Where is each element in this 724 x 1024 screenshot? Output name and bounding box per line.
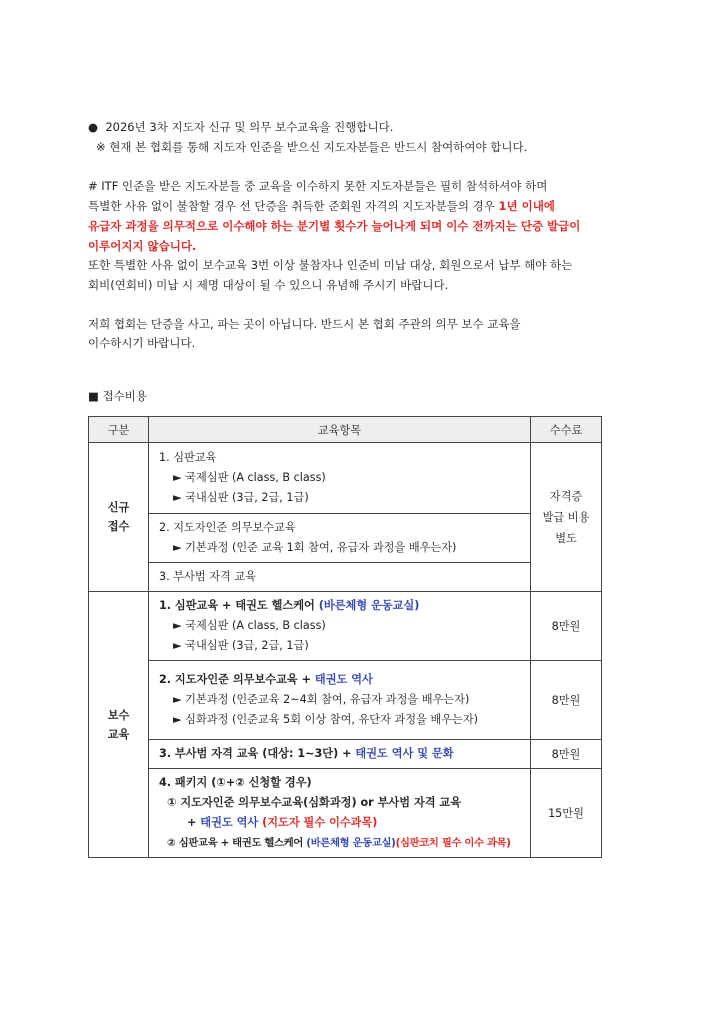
closing-line-2: 이수하시기 바랍니다. (88, 336, 196, 350)
new-row-instructor (149, 514, 531, 563)
renewal-instructor-sub1-text: 기본과정 (인준교육 2~4회 참여, 유급자 과정을 배우는자) (185, 693, 470, 706)
new-fee (531, 443, 602, 592)
package-line1: ① 지도자인준 의무보수교육(심화과정) or 부사범 자격 교육 (167, 796, 462, 809)
renewal-referee-title-a: 1. 심판교육 + 태권도 헬스케어 (159, 599, 315, 612)
triangle-bullet-icon: ► (173, 541, 182, 554)
renewal-referee-sub2 (159, 636, 522, 656)
table-row (89, 514, 602, 563)
notice-line-1: # ITF 인준을 받은 지도자분들 중 교육을 이수하지 못한 지도자분들은 필히 참석하셔야 하며 (88, 179, 548, 193)
package-line3-a: ② 심판교육 + 태권도 헬스케어 (167, 837, 303, 849)
renewal-assistant-fee: 8만원 (531, 740, 602, 769)
renewal-referee-sub1 (159, 616, 522, 636)
package-line3 (159, 833, 522, 853)
new-referee-sub1 (159, 468, 522, 488)
intro-note-line: ※ 현재 본 협회를 통해 지도자 인준을 받으신 지도자분들은 반드시 참여하여야 합니다. (96, 140, 528, 154)
header-fee: 수수료 (531, 417, 602, 443)
new-referee-sub1-text: 국제심판 (A class, B class) (185, 471, 326, 484)
notice-line-4: 이루어지지 않습니다. (88, 239, 197, 253)
header-category: 구분 (89, 417, 149, 443)
triangle-bullet-icon: ► (173, 471, 182, 484)
table-row (89, 443, 602, 514)
renewal-instructor-title (159, 670, 522, 690)
renewal-referee-title (159, 596, 522, 616)
new-referee-sub2 (159, 488, 522, 508)
package-line2-red: (지도자 필수 이수과목) (262, 816, 378, 829)
category-new-line1: 신규 (107, 501, 130, 514)
triangle-bullet-icon: ► (173, 639, 182, 652)
triangle-bullet-icon: ► (173, 693, 182, 706)
new-referee-sub2-text: 국내심판 (3급, 2급, 1급) (185, 491, 309, 504)
renewal-assistant-title (159, 744, 522, 764)
new-fee-line3: 별도 (555, 531, 577, 545)
table-row (89, 769, 602, 858)
new-instructor-title: 2. 지도자인준 의무보수교육 (159, 521, 296, 534)
header-items: 교육항목 (149, 417, 531, 443)
renewal-referee-sub1-text: 국제심판 (A class, B class) (185, 619, 326, 632)
package-line2-plus: + (187, 816, 197, 829)
notice-line-2-highlight: 1년 이내에 (498, 199, 555, 213)
new-instructor-sub1-text: 기본과정 (인준 교육 1회 참여, 유급자 과정을 배우는자) (185, 541, 457, 554)
renewal-row-assistant (149, 740, 531, 769)
table-header-row (89, 417, 602, 443)
package-line3-red: (심판코치 필수 이수 과목) (395, 837, 511, 849)
bullet-icon: ● (88, 120, 99, 134)
table-row (89, 661, 602, 740)
renewal-assistant-title-b: 태권도 역사 및 문화 (355, 747, 454, 760)
renewal-instructor-sub1 (159, 690, 522, 710)
category-renewal (89, 592, 149, 858)
triangle-bullet-icon: ► (173, 713, 182, 726)
new-instructor-sub1 (159, 538, 522, 558)
renewal-row-referee (149, 592, 531, 661)
renewal-instructor-sub2 (159, 710, 522, 730)
new-row-assistant (149, 563, 531, 592)
fees-section-title (88, 388, 147, 404)
renewal-instructor-title-b: 태권도 역사 (314, 673, 373, 686)
notice-line-6: 회비(연회비) 미납 시 제명 대상이 될 수 있으니 유념해 주시기 바랍니다. (88, 278, 449, 292)
renewal-referee-sub2-text: 국내심판 (3급, 2급, 1급) (185, 639, 309, 652)
fees-section-title-text: 접수비용 (102, 389, 147, 403)
category-new (89, 443, 149, 592)
category-new-line2: 접수 (107, 520, 130, 533)
new-fee-line2: 발급 비용 (542, 510, 590, 524)
notice-line-2 (88, 197, 555, 216)
renewal-row-instructor (149, 661, 531, 740)
triangle-bullet-icon: ► (173, 619, 182, 632)
renewal-referee-title-b: (바른체형 운동교실) (318, 599, 420, 612)
new-fee-line1: 자격증 (549, 489, 583, 503)
table-row (89, 740, 602, 769)
fees-table (88, 416, 602, 858)
notice-line-3: 유급자 과정을 의무적으로 이수해야 하는 분기별 횟수가 늘어나게 되며 이수 전까지는 단증 발급이 (88, 219, 581, 233)
square-bullet-icon: ■ (88, 389, 99, 403)
intro-bullet-line (88, 118, 393, 137)
triangle-bullet-icon: ► (173, 491, 182, 504)
closing-line-1: 저희 협회는 단증을 사고, 파는 곳이 아닙니다. 반드시 본 협회 주관의 의무 보수 교육을 (88, 317, 521, 331)
package-line2-blue: 태권도 역사 (200, 816, 259, 829)
renewal-row-package (149, 769, 531, 858)
renewal-package-fee: 15만원 (531, 769, 602, 858)
package-title: 4. 패키지 (①+② 신청할 경우) (159, 776, 312, 789)
notice-line-2-text: 특별한 사유 없이 불참할 경우 선 단증을 취득한 준회원 자격의 지도자분들의 경우 (88, 199, 495, 213)
renewal-instructor-sub2-text: 심화과정 (인준교육 5회 이상 참여, 유단자 과정을 배우는자) (185, 713, 479, 726)
new-row-referee (149, 443, 531, 514)
table-row (89, 592, 602, 661)
renewal-instructor-title-a: 2. 지도자인준 의무보수교육 + (159, 673, 311, 686)
category-renewal-line1: 보수 (107, 708, 130, 722)
new-assistant-title: 3. 부사범 자격 교육 (159, 570, 256, 583)
renewal-referee-fee: 8만원 (531, 592, 602, 661)
package-line3-blue: (바른체형 운동교실) (306, 837, 396, 849)
new-referee-title: 1. 심판교육 (159, 451, 217, 464)
renewal-assistant-title-a: 3. 부사범 자격 교육 (대상: 1~3단) + (159, 747, 352, 760)
notice-line-5: 또한 특별한 사유 없이 보수교육 3번 이상 불참자나 인준비 미납 대상, 회원으로서 납부 해야 하는 (88, 258, 573, 272)
package-line2 (159, 813, 522, 833)
table-row (89, 563, 602, 592)
category-renewal-line2: 교육 (107, 727, 130, 741)
intro-bullet-text: 2026년 3차 지도자 신규 및 의무 보수교육을 진행합니다. (105, 120, 394, 134)
renewal-instructor-fee: 8만원 (531, 661, 602, 740)
